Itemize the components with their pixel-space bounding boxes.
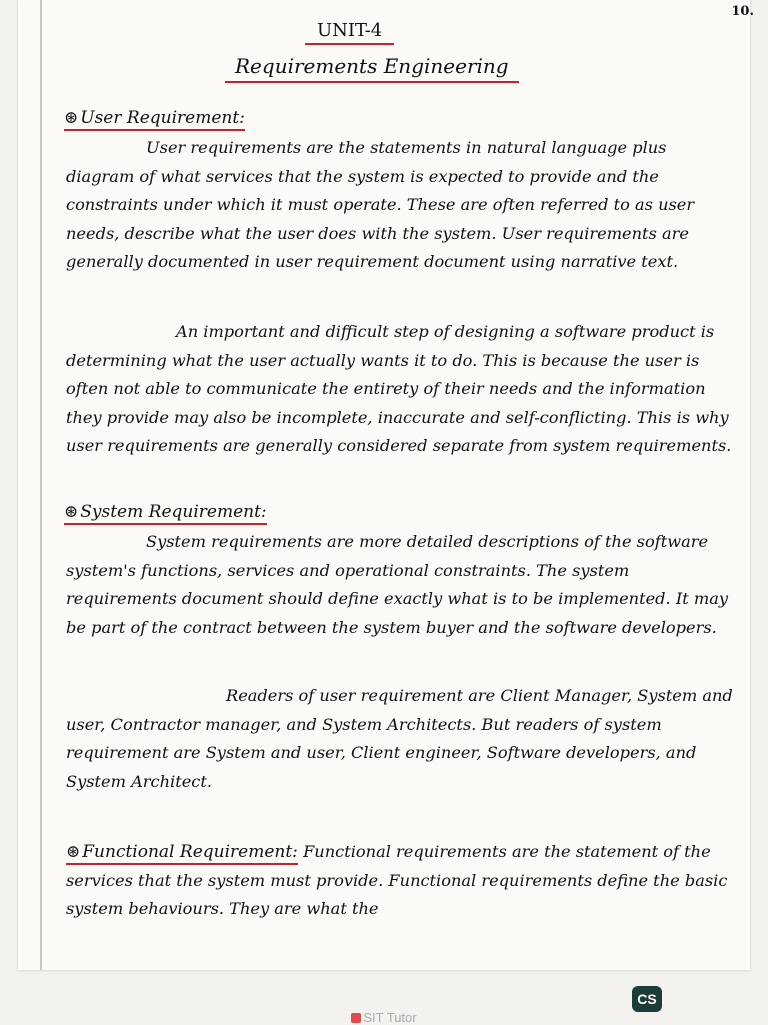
system-requirement-paragraph-1: System requirements are more detailed descriptions of the software system's functions, services and operational constraints. The system requirements document should define exactly what is to be implemented. It may be part of the contract between the system buyer and the software developers. — [66, 532, 729, 637]
user-requirement-paragraph-1: User requirements are the statements in natural language plus diagram of what services that the system is expected to provide and the constraints under which it must operate. These are often referred to as user needs, describe what the user does with the system. User requirements are generally documented in user requirement document using narrative text. — [66, 138, 695, 271]
functional-requirement-block — [66, 838, 738, 924]
watermark-text: SIT Tutor — [363, 1010, 417, 1025]
section-heading-label: User Requirement: — [80, 108, 245, 128]
margin-line — [40, 0, 42, 970]
watermark — [0, 1010, 768, 1025]
user-requirement-paragraph-2: An important and difficult step of designing a software product is determining what the user actually wants it to do. This is because the user is often not able to communicate the entirety of their needs and the information they provide may also be incomplete, inaccurate and self-conflicting. This is why user requirements are generally considered separate from system requirements. — [66, 322, 732, 455]
bullet-star-icon: ⊛ — [64, 502, 79, 522]
section-heading-user-requirement — [64, 108, 245, 131]
section-heading-functional-requirement — [66, 842, 298, 865]
page-title: Requirements Engineering — [225, 54, 519, 83]
section-heading-label: Functional Requirement: — [82, 842, 298, 862]
bullet-star-icon: ⊛ — [66, 842, 81, 862]
watermark-logo-icon — [351, 1013, 361, 1023]
cs-logo-badge: CS — [632, 986, 662, 1012]
functional-requirement-paragraph-1: Functional requirements are the statement of the services that the system must provide. Functional requirements define the basic system behaviours. They are what the — [66, 842, 728, 918]
system-requirement-paragraph-2: Readers of user requirement are Client Manager, System and user, Contractor manager, and System Architects. But readers of system requirement are System and user, Client engineer, Software developers, and System Architect. — [66, 686, 733, 791]
unit-heading: UNIT-4 — [305, 20, 394, 45]
section-heading-system-requirement — [64, 502, 267, 525]
page-number: 10. — [731, 4, 754, 19]
section-heading-label: System Requirement: — [80, 502, 267, 522]
bullet-star-icon: ⊛ — [64, 108, 79, 128]
